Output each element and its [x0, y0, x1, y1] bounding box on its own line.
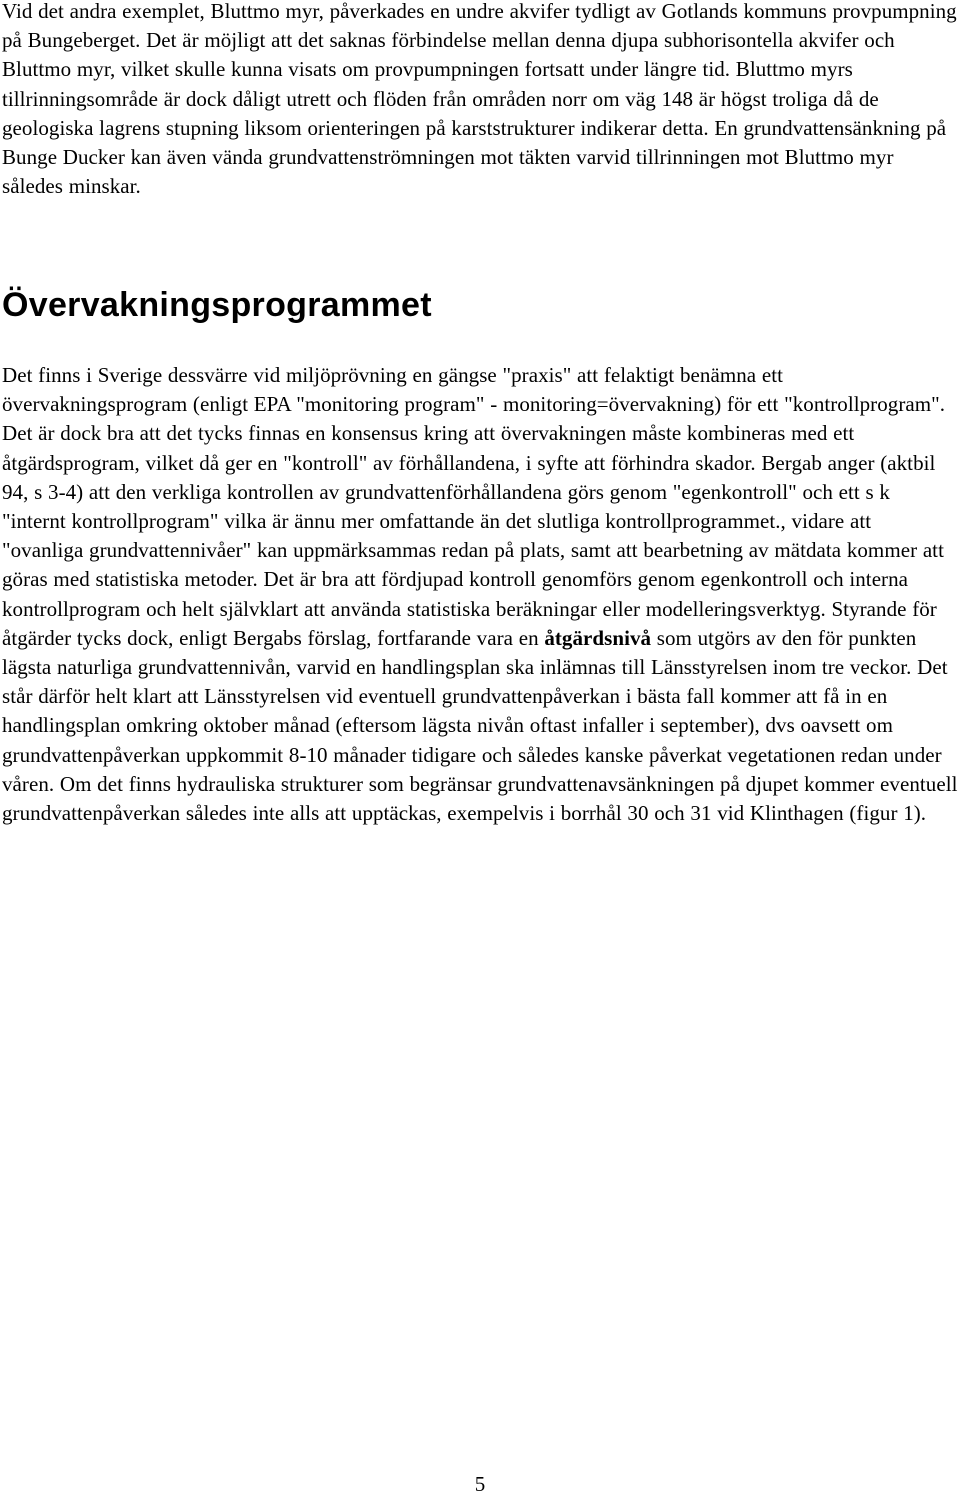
page-number: 5 — [474, 1472, 486, 1496]
paragraph-text-after-bold: som utgörs av den för punkten lägsta naturliga grundvattennivån, varvid en handlingsplan ska inlämnas till Länsstyrelsen inom tre veckor. Det står därför helt klart att Länsstyrelsen vid eventuell grundvattenpåverkan i bästa fall kommer att få in en handlingsplan omkring oktober månad (eftersom lägsta nivån oftast infaller i september), dvs oavsett om grundvattenpåverkan uppkommit 8-10 månader tidigare och således kanske påverkat vegetationen redan under våren. Om det finns hydrauliska strukturer som begränsar grundvattenavsänkningen på djupet kommer eventuell grundvattenpåverkan således inte alls att upptäckas, exempelvis i borrhål 30 och 31 vid Klinthagen (figur 1). — [2, 625, 958, 826]
bold-term-atgardsniva: åtgärdsnivå — [544, 625, 652, 650]
paragraph-text-before-bold: Det finns i Sverige dessvärre vid miljöprövning en gängse "praxis" att felaktigt benämna ett övervakningsprogram (enligt EPA "monitoring program" - monitoring=övervakning) för ett "kontrollprogram". Det är dock bra att det tycks finnas en konsensus kring att övervakningen måste kombineras med ett åtgärdsprogram, vilket då ger en "kontroll" av förhållandena, i syfte att förhindra skador. Bergab anger (aktbil 94, s 3-4) att den verkliga kontrollen av grundvattenförhållandena görs genom "egenkontroll" och ett s k "internt kontrollprogram" vilka är ännu mer omfattande än det slutliga kontrollprogrammet., vidare att "ovanliga grundvattennivåer" kan uppmärksammas redan på plats, samt att bearbetning av mätdata kommer att göras med statistiska metoder. Det är bra att fördjupad kontroll genomförs genom egenkontroll och interna kontrollprogram och helt självklart att använda statistiska beräkningar eller modelleringsverktyg. Styrande för åtgärder tycks dock, enligt Bergabs förslag, fortfarande vara en — [2, 363, 946, 650]
body-paragraph-overvakning — [2, 361, 958, 828]
section-heading: Övervakningsprogrammet — [2, 286, 432, 324]
body-paragraph-bluttmo-myr: Vid det andra exemplet, Bluttmo myr, påverkades en undre akvifer tydligt av Gotlands kommuns provpumpning på Bungeberget. Det är möjligt att det saknas förbindelse mellan denna djupa subhorisontella akvifer och Bluttmo myr, vilket skulle kunna visats om provpumpningen fortsatt under längre tid. Bluttmo myrs tillrinningsområde är dock dåligt utrett och flöden från områden norr om väg 148 är högst troliga då de geologiska lagrens stupning liksom orienteringen på karststrukturer indikerar detta. En grundvattensänkning på Bunge Ducker kan även vända grundvattenströmningen mot täkten varvid tillrinningen mot Bluttmo myr således minskar. — [2, 0, 957, 199]
